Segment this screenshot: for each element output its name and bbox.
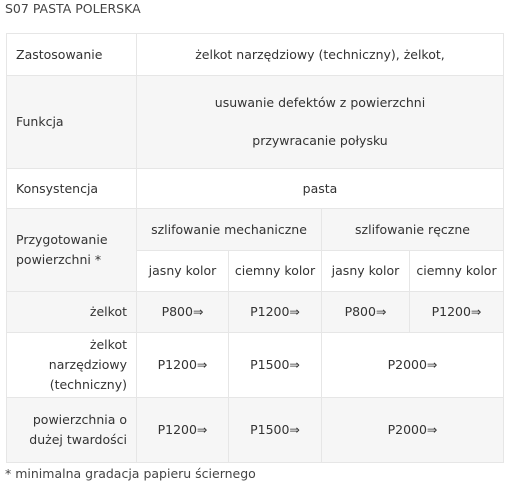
- tooling-gelcoat-manual: P2000⇒: [322, 333, 504, 398]
- gelcoat-manual-light: P800⇒: [322, 292, 410, 333]
- application-label: Zastosowanie: [7, 34, 137, 76]
- subheader-manual-light: jasny kolor: [322, 251, 410, 292]
- preparation-label: [7, 209, 137, 292]
- hard-surface-manual: P2000⇒: [322, 398, 504, 463]
- hard-surface-label-line-2: dużej twardości: [29, 432, 127, 447]
- consistency-label: Konsystencja: [7, 169, 137, 209]
- hard-surface-label-line-1: powierzchnia o: [32, 412, 127, 427]
- hard-surface-mech-dark: P1500⇒: [229, 398, 322, 463]
- subheader-mech-light: jasny kolor: [137, 251, 229, 292]
- subheader-mech-dark: ciemny kolor: [229, 251, 322, 292]
- gelcoat-label: żelkot: [7, 292, 137, 333]
- tooling-gelcoat-label-line-1: żelkot narzędziowy: [48, 337, 127, 372]
- gelcoat-manual-dark: P1200⇒: [410, 292, 504, 333]
- row-gelcoat: [7, 292, 504, 333]
- row-preparation-groups: [7, 209, 504, 251]
- group-manual: szlifowanie ręczne: [322, 209, 504, 251]
- hard-surface-label: [7, 398, 137, 463]
- function-line-1: usuwanie defektów z powierzchni: [214, 95, 426, 110]
- group-mechanical: szlifowanie mechaniczne: [137, 209, 322, 251]
- row-application: [7, 34, 504, 76]
- tooling-gelcoat-label: [7, 333, 137, 398]
- tooling-gelcoat-mech-light: P1200⇒: [137, 333, 229, 398]
- preparation-label-line-2: powierzchni *: [16, 252, 102, 267]
- tooling-gelcoat-label-line-2: (techniczny): [49, 377, 127, 392]
- row-tooling-gelcoat: [7, 333, 504, 398]
- hard-surface-mech-light: P1200⇒: [137, 398, 229, 463]
- consistency-value: pasta: [137, 169, 504, 209]
- product-title: S07 PASTA POLERSKA: [5, 1, 141, 16]
- function-line-2: przywracanie połysku: [252, 133, 388, 148]
- footnote: * minimalna gradacja papieru ściernego: [5, 466, 256, 481]
- row-consistency: [7, 169, 504, 209]
- row-hard-surface: [7, 398, 504, 463]
- gelcoat-mech-dark: P1200⇒: [229, 292, 322, 333]
- subheader-manual-dark: ciemny kolor: [410, 251, 504, 292]
- tooling-gelcoat-mech-dark: P1500⇒: [229, 333, 322, 398]
- preparation-label-line-1: Przygotowanie: [16, 232, 108, 247]
- function-value: [137, 76, 504, 169]
- function-label: Funkcja: [7, 76, 137, 169]
- application-value: żelkot narzędziowy (techniczny), żelkot,: [137, 34, 504, 76]
- gelcoat-mech-light: P800⇒: [137, 292, 229, 333]
- spec-table: [6, 33, 504, 463]
- row-function: [7, 76, 504, 169]
